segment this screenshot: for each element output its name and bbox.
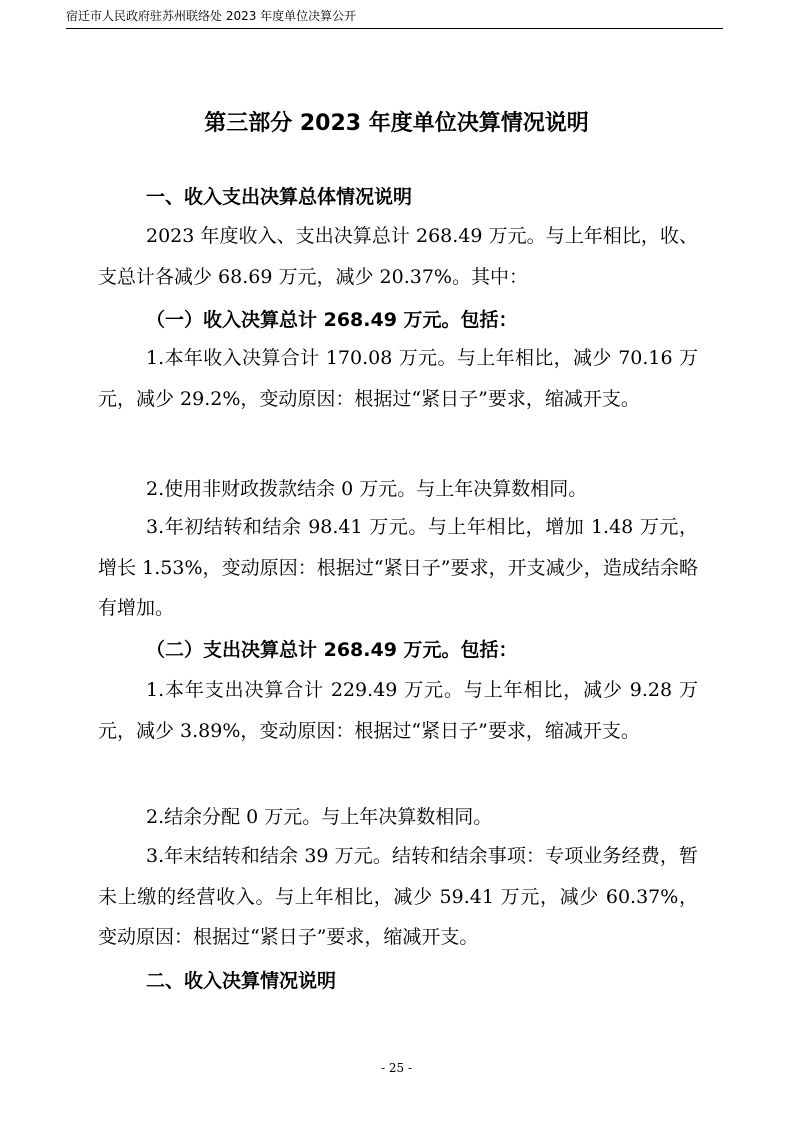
income-item-1: 1.本年收入决算合计 170.08 万元。与上年相比，减少 70.16 万元，减少 29.2%，变动原因：根据过“紧日子”要求，缩减开支。 xyxy=(98,347,698,410)
page-number: - 25 - xyxy=(380,1061,412,1075)
income-item-2: 2.使用非财政拨款结余 0 万元。与上年决算数相同。 xyxy=(146,478,588,500)
income-item-3: 3.年初结转和结余 98.41 万元。与上年相比，增加 1.48 万元，增长 1.53%，变动原因：根据过“紧日子”要求，开支减少，造成结余略有增加。 xyxy=(98,516,698,619)
section-heading-income: 二、收入决算情况说明 xyxy=(146,970,337,992)
expenditure-item-1: 1.本年支出决算合计 229.49 万元。与上年相比，减少 9.28 万元，减少 3.89%，变动原因：根据过“紧日子”要求，缩减开支。 xyxy=(98,679,698,742)
overview-paragraph: 2023 年度收入、支出决算总计 268.49 万元。与上年相比，收、支总计各减少 68.69 万元，减少 20.37%。其中： xyxy=(98,225,698,288)
income-total-heading: （一）收入决算总计 268.49 万元。包括： xyxy=(146,309,518,331)
header-divider xyxy=(66,28,723,29)
expenditure-item-3: 3.年末结转和结余 39 万元。结转和结余事项：专项业务经费，暂未上缴的经营收入。与上年相比，减少 59.41 万元，减少 60.37%，变动原因：根据过“紧日子”要求，缩减开支。 xyxy=(98,845,698,948)
section-heading-overview: 一、收入支出决算总体情况说明 xyxy=(146,186,413,208)
running-header: 宿迁市人民政府驻苏州联络处 2023 年度单位决算公开 xyxy=(66,9,357,23)
page-title: 第三部分 2023 年度单位决算情况说明 xyxy=(204,111,589,136)
expenditure-total-heading: （二）支出决算总计 268.49 万元。包括： xyxy=(146,639,518,661)
expenditure-item-2: 2.结余分配 0 万元。与上年决算数相同。 xyxy=(146,806,493,828)
